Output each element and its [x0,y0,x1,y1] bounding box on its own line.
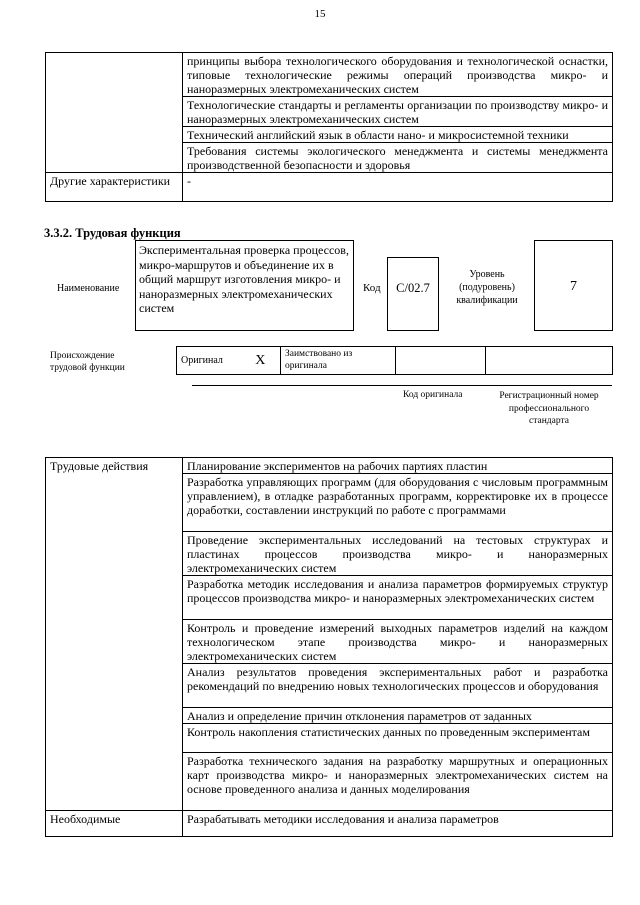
actions-table [45,457,613,837]
skills-label: Необходимые [46,811,183,837]
name-label: Наименование [57,283,120,294]
original-code-cell [396,347,486,375]
function-name: Экспериментальная проверка процессов, микро-маршрутов и объединение их в общий маршрут изготовления микро- и наноразмерных электромеханических систем [139,243,349,315]
knowledge-table [45,52,613,202]
borrowed-label: Заимствовано из оригинала [281,347,396,375]
code-label: Код [363,282,381,294]
action-item: Контроль накопления статистических данных по проведенным экспериментам [183,724,613,753]
knowledge-item: принципы выбора технологического оборудования и технологической оснастки, типовые технологические режимы операций производства микро- и наноразмерных электромеханических систем [183,53,613,97]
action-item: Разработка технического задания на разработку маршрутных и операционных карт производства микро- и наноразмерных электромеханических систем на основе проведенного анализа и данных моделирования [183,753,613,811]
action-item: Проведение экспериментальных исследований на тестовых структурах и пластинах процессов производства микро- и наноразмерных электромеханических систем [183,532,613,576]
function-heading: 3.3.2. Трудовая функция [44,226,181,240]
knowledge-label-cell [46,53,183,173]
action-item: Планирование экспериментов на рабочих партиях пластин [183,458,613,474]
action-item: Разработка методик исследования и анализа параметров формируемых структур процессов производства микро- и наноразмерных электромеханических систем [183,576,613,620]
action-item: Контроль и проведение измерений выходных параметров изделий на каждом технологическом этапе производства микро- и наноразмерных электромеханических систем [183,620,613,664]
skill-item: Разрабатывать методики исследования и анализа параметров [183,811,613,837]
origin-table [176,346,613,375]
other-characteristics-value: - [183,173,613,202]
other-characteristics-label: Другие характеристики [46,173,183,202]
registration-number-cell [486,347,613,375]
page-number: 15 [314,8,326,20]
registration-number-caption: Регистрационный номер профессионального стандарта [499,391,599,426]
action-item: Анализ результатов проведения экспериментальных работ и разработка рекомендаций по внедрению новых технологических процессов и оборудования [183,664,613,708]
level-value: 7 [570,279,577,294]
knowledge-item: Требования системы экологического менеджмента и системы менеджмента производственной безопасности и здоровья [183,143,613,173]
origin-divider [192,385,612,386]
origin-label: Происхождение трудовой функции [50,351,125,373]
knowledge-item: Технологические стандарты и регламенты организации по производству микро- и наноразмерных электромеханических систем [183,97,613,127]
level-label: Уровень (подуровень) квалификации [456,269,518,306]
action-item: Разработка управляющих программ (для оборудования с числовым программным управлением), в отладке разработанных программ, корректировке их в процессе доработки, составлении инструкций по работе с программами [183,474,613,532]
knowledge-item: Технический английский язык в области нано- и микросистемной техники [183,127,613,143]
actions-label: Трудовые действия [46,458,183,811]
original-code-caption: Код оригинала [403,390,463,400]
code-value: С/02.7 [396,281,430,295]
original-label: Оригинал [177,347,241,375]
original-mark: X [241,347,281,375]
action-item: Анализ и определение причин отклонения параметров от заданных [183,708,613,724]
